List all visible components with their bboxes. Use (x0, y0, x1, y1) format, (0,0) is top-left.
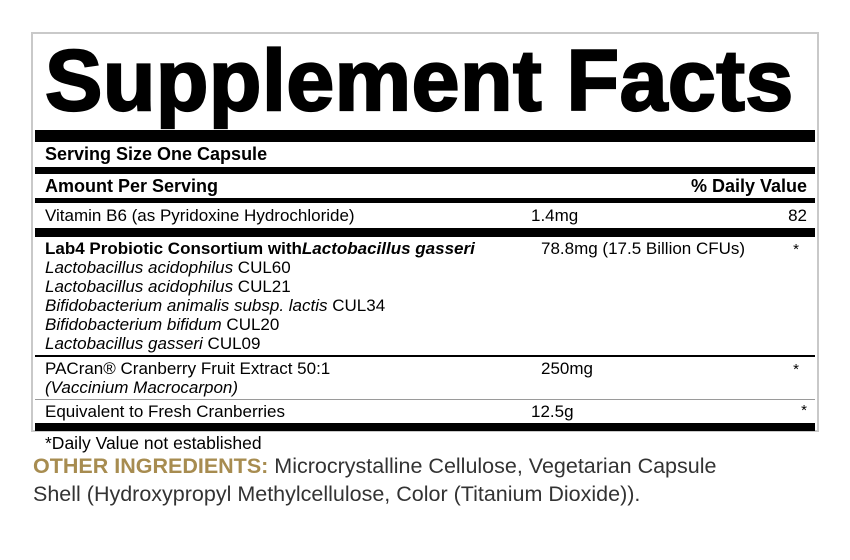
pacran-daily-value: * (793, 361, 799, 378)
equivalent-amount: 12.5g (531, 402, 574, 421)
strain-code: CUL60 (233, 258, 291, 277)
vitamin-b6-daily-value: 82 (788, 206, 807, 225)
supplement-facts-panel (31, 32, 819, 453)
strain-species: Bifidobacterium bifidum (45, 315, 222, 334)
strain-line (45, 258, 807, 277)
probiotic-name-species: Lactobacillus gasseri (301, 239, 475, 258)
strain-species: Bifidobacterium animalis subsp. lactis (45, 296, 328, 315)
strain-line (45, 296, 807, 315)
equivalent-row (35, 400, 815, 423)
strain-line (45, 334, 807, 353)
column-header-row (35, 174, 815, 198)
pacran-amount: 250mg (541, 359, 593, 378)
strain-line (45, 277, 807, 296)
daily-value-header: % Daily Value (690, 176, 807, 196)
vitamin-b6-name: Vitamin B6 (as Pyridoxine Hydrochloride) (45, 206, 355, 225)
probiotic-row (35, 237, 815, 355)
vitamin-b6-amount: 1.4mg (531, 206, 579, 225)
strain-species: Lactobacillus acidophilus (45, 277, 234, 296)
equivalent-name: Equivalent to Fresh Cranberries (45, 402, 286, 421)
divider-thick (35, 130, 815, 142)
pacran-name: PACran® Cranberry Fruit Extract 50:1 (45, 359, 331, 378)
divider-thick-2 (35, 228, 815, 237)
daily-value-footnote: *Daily Value not established (45, 433, 262, 453)
equivalent-daily-value: * (801, 402, 807, 419)
pacran-main-line (45, 359, 807, 378)
probiotic-daily-value: * (793, 241, 799, 258)
other-ingredients-label: OTHER INGREDIENTS: (33, 454, 269, 478)
serving-size-row: Serving Size One Capsule (45, 144, 268, 164)
probiotic-name: Lab4 Probiotic Consortium with (45, 239, 302, 258)
pacran-latin-name: (Vaccinium Macrocarpon) (45, 378, 239, 397)
strain-code: CUL09 (202, 334, 261, 353)
strain-species: Lactobacillus gasseri (45, 334, 203, 353)
probiotic-main-line (45, 239, 807, 258)
probiotic-amount: 78.8mg (17.5 Billion CFUs) (541, 239, 746, 258)
vitamin-b6-row (35, 203, 815, 228)
amount-per-serving-header: Amount Per Serving (45, 176, 219, 196)
other-ingredients-text: Microcrystalline Cellulose, Vegetarian Capsule Shell (Hydroxypropyl Methylcellulose, Color (Titanium Dioxide)). (33, 454, 717, 506)
divider-thick-3 (35, 423, 815, 431)
other-ingredients-paragraph (33, 452, 733, 508)
pacran-row (35, 357, 815, 399)
strain-line (45, 315, 807, 334)
strain-code: CUL20 (221, 315, 280, 334)
strain-code: CUL34 (327, 296, 386, 315)
panel-title: Supplement Facts (45, 33, 794, 129)
strain-code: CUL21 (233, 277, 291, 296)
strain-species: Lactobacillus acidophilus (45, 258, 234, 277)
divider-medium (35, 167, 815, 174)
